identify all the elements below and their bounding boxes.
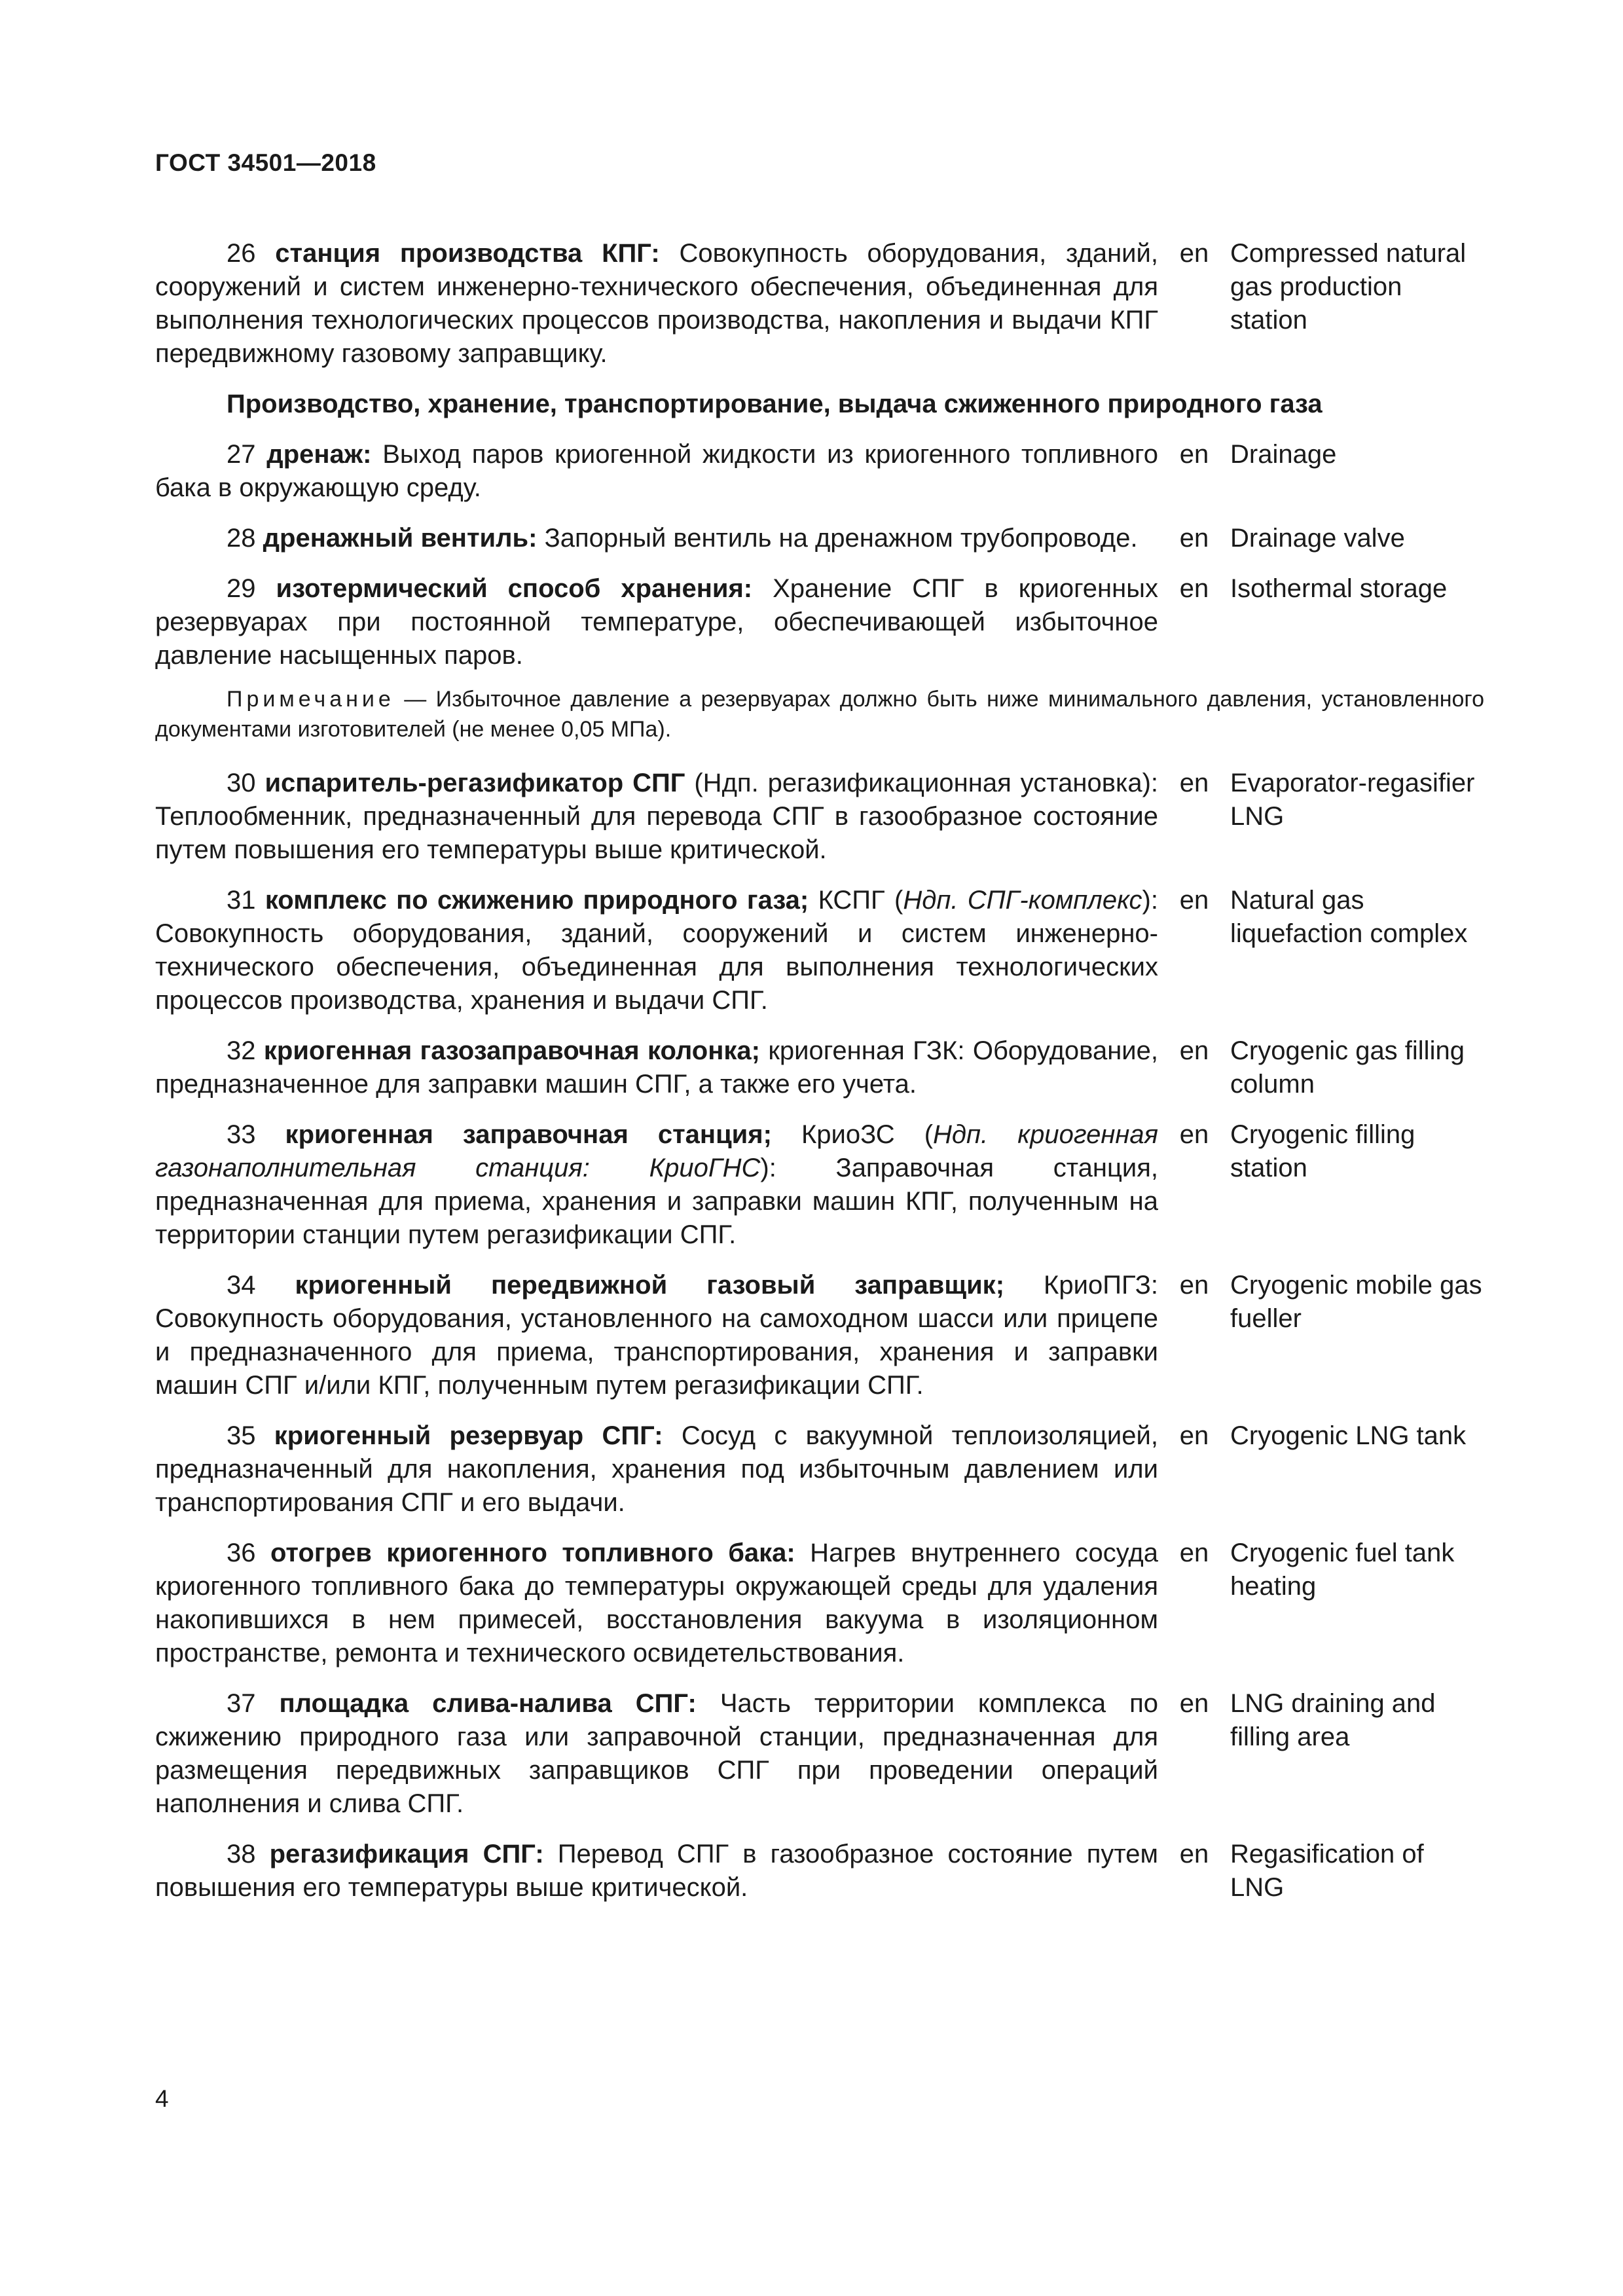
term-entry-35 [155,1419,1484,1520]
term-entry-30 [155,767,1484,867]
lang-label: en [1179,524,1209,553]
document-header: ГОСТ 34501—2018 [155,149,376,176]
term-entry-37 [155,1687,1484,1821]
term-number: 27 [227,440,256,469]
english-equivalent: Drainage [1230,440,1337,469]
term-definition [155,1537,1158,1670]
term-entry-38 [155,1838,1484,1904]
term-text: Часть территории комплекса по сжижению природного газа или заправочной станции, предназначенная для размещения передвижных заправщиков СПГ при проведении операций наполнения и слива СПГ. [155,1689,1158,1818]
term-name: комплекс по сжижению природного газа; [264,886,809,915]
lang-label: en [1179,886,1209,915]
term-name: криогенный резервуар СПГ: [274,1421,663,1450]
term-entry-34 [155,1269,1484,1402]
term-number: 38 [227,1840,256,1868]
term-text: Нагрев внутреннего сосуда криогенного топливного бака до температуры окружающей среды для удаления накопившихся в нем примесей, восстановления вакуума в изоляционном пространстве, ремонта и технического освидетельствования. [155,1539,1158,1667]
term-name: испаритель-регазификатор СПГ [264,769,685,797]
term-name: дренаж: [266,440,372,469]
term-name: площадка слива-налива СПГ: [279,1689,697,1718]
term-text: ): Совокупность оборудования, зданий, сооружений и систем инженерно-технического обеспечения, объединенная для выполнения технологических процессов производства, хранения и выдачи СПГ. [155,886,1158,1015]
term-entry-26 [155,237,1484,371]
lang-label: en [1179,239,1209,268]
terms-list [155,237,1484,1922]
english-equivalent: Cryogenic gas filling column [1230,1036,1465,1099]
english-equivalent: Cryogenic LNG tank [1230,1421,1467,1450]
english-equivalent: Evaporator-regasifier LNG [1230,769,1475,831]
lang-label: en [1179,1689,1209,1718]
english-equivalent: Cryogenic filling station [1230,1120,1415,1182]
term-number: 32 [227,1036,256,1065]
note-text: — Избыточное давление а резервуарах должно быть ниже минимального давления, установленного документами изготовителей (не менее 0,05 МПа). [155,687,1484,742]
term-text-italic: Ндп. СПГ-комплекс [903,886,1142,915]
term-number: 34 [227,1271,256,1300]
lang-label: en [1179,1036,1209,1065]
term-text: Выход паров криогенной жидкости из криогенного топливного бака в окружающую среду. [155,440,1158,502]
term-text: ): Заправочная станция, предназначенная для приема, хранения и заправки машин КПГ, полученным на территории станции путем регазификации СПГ. [155,1154,1158,1249]
term-text: (Ндп. регазификационная установка): Теплообменник, предназначенный для перевода СПГ в газообразное состояние путем повышения его температуры выше критической. [155,769,1158,864]
term-number: 35 [227,1421,256,1450]
term-number: 37 [227,1689,256,1718]
english-equivalent: Cryogenic fuel tank heating [1230,1539,1455,1601]
term-entry-33 [155,1118,1484,1252]
english-equivalent: Regasification of LNG [1230,1840,1424,1902]
term-name: криогенный передвижной газовый заправщик; [295,1271,1005,1300]
english-equivalent: Isothermal storage [1230,574,1448,603]
note-label: Примечание [227,687,395,712]
term-number: 36 [227,1539,256,1567]
term-definition [155,522,1158,555]
term-entry-27 [155,438,1484,505]
lang-label: en [1179,574,1209,603]
term-definition [155,237,1158,371]
term-number: 26 [227,239,256,268]
term-name: регазификация СПГ: [269,1840,544,1868]
term-definition [155,1269,1158,1402]
term-entry-28 [155,522,1484,555]
english-equivalent: Compressed natural gas production station [1230,239,1467,335]
term-definition [155,1419,1158,1520]
lang-label: en [1179,1271,1209,1300]
english-equivalent: LNG draining and filling area [1230,1689,1436,1751]
term-definition [155,884,1158,1017]
term-number: 33 [227,1120,256,1149]
term-entry-31 [155,884,1484,1017]
term-name: дренажный вентиль: [263,524,538,553]
note [155,684,1484,744]
term-entry-29 [155,572,1484,672]
term-definition [155,1687,1158,1821]
term-entry-36 [155,1537,1484,1670]
term-name: отогрев криогенного топливного бака: [270,1539,795,1567]
section-title: Производство, хранение, транспортирование, выдача сжиженного природного газа [227,390,1322,418]
lang-label: en [1179,1840,1209,1868]
term-text: криогенная ГЗК: Оборудование, предназначенное для заправки машин СПГ, а также его учета. [155,1036,1158,1099]
term-definition [155,438,1158,505]
term-name: криогенная заправочная станция; [285,1120,772,1149]
term-name: криогенная газозаправочная колонка; [263,1036,760,1065]
term-definition [155,767,1158,867]
lang-label: en [1179,440,1209,469]
english-equivalent: Drainage valve [1230,524,1405,553]
lang-label: en [1179,1120,1209,1149]
term-definition [155,1118,1158,1252]
term-text: Хранение СПГ в криогенных резервуарах при постоянной температуре, обеспечивающей избыточное давление насыщенных паров. [155,574,1158,670]
term-text: Совокупность оборудования, зданий, сооружений и систем инженерно-технического обеспечения, объединенная для выполнения технологических процессов производства, накопления и выдачи КПГ передвижному газовому заправщику. [155,239,1158,368]
lang-label: en [1179,769,1209,797]
term-definition [155,1838,1158,1904]
term-name: станция производства КПГ: [275,239,660,268]
term-text-pre: КСПГ ( [809,886,903,915]
page-number: 4 [155,2085,169,2112]
term-number: 31 [227,886,256,915]
term-entry-32 [155,1034,1484,1101]
lang-label: en [1179,1539,1209,1567]
term-text-italic: Ндп. криогенная газонаполнительная станция: КриоГНС [155,1120,1158,1182]
english-equivalent: Natural gas liquefaction complex [1230,886,1468,948]
term-definition [155,572,1158,672]
lang-label: en [1179,1421,1209,1450]
term-text-pre: КриоЗС ( [771,1120,934,1149]
term-number: 30 [227,769,256,797]
term-name: изотермический способ хранения: [276,574,753,603]
term-text: Перевод СПГ в газообразное состояние путем повышения его температуры выше критической. [155,1840,1158,1902]
term-text: Запорный вентиль на дренажном трубопроводе. [537,524,1138,553]
english-equivalent: Cryogenic mobile gas fueller [1230,1271,1482,1333]
term-number: 29 [227,574,256,603]
term-number: 28 [227,524,256,553]
term-text: КриоПГЗ: Совокупность оборудования, установленного на самоходном шасси или прицепе и предназначенного для приема, транспортирования, хранения и заправки машин СПГ и/или КПГ, полученным путем регазификации СПГ. [155,1271,1158,1400]
term-definition [155,1034,1158,1101]
term-text: Сосуд с вакуумной теплоизоляцией, предназначенный для накопления, хранения под избыточным давлением или транспортирования СПГ и его выдачи. [155,1421,1158,1517]
